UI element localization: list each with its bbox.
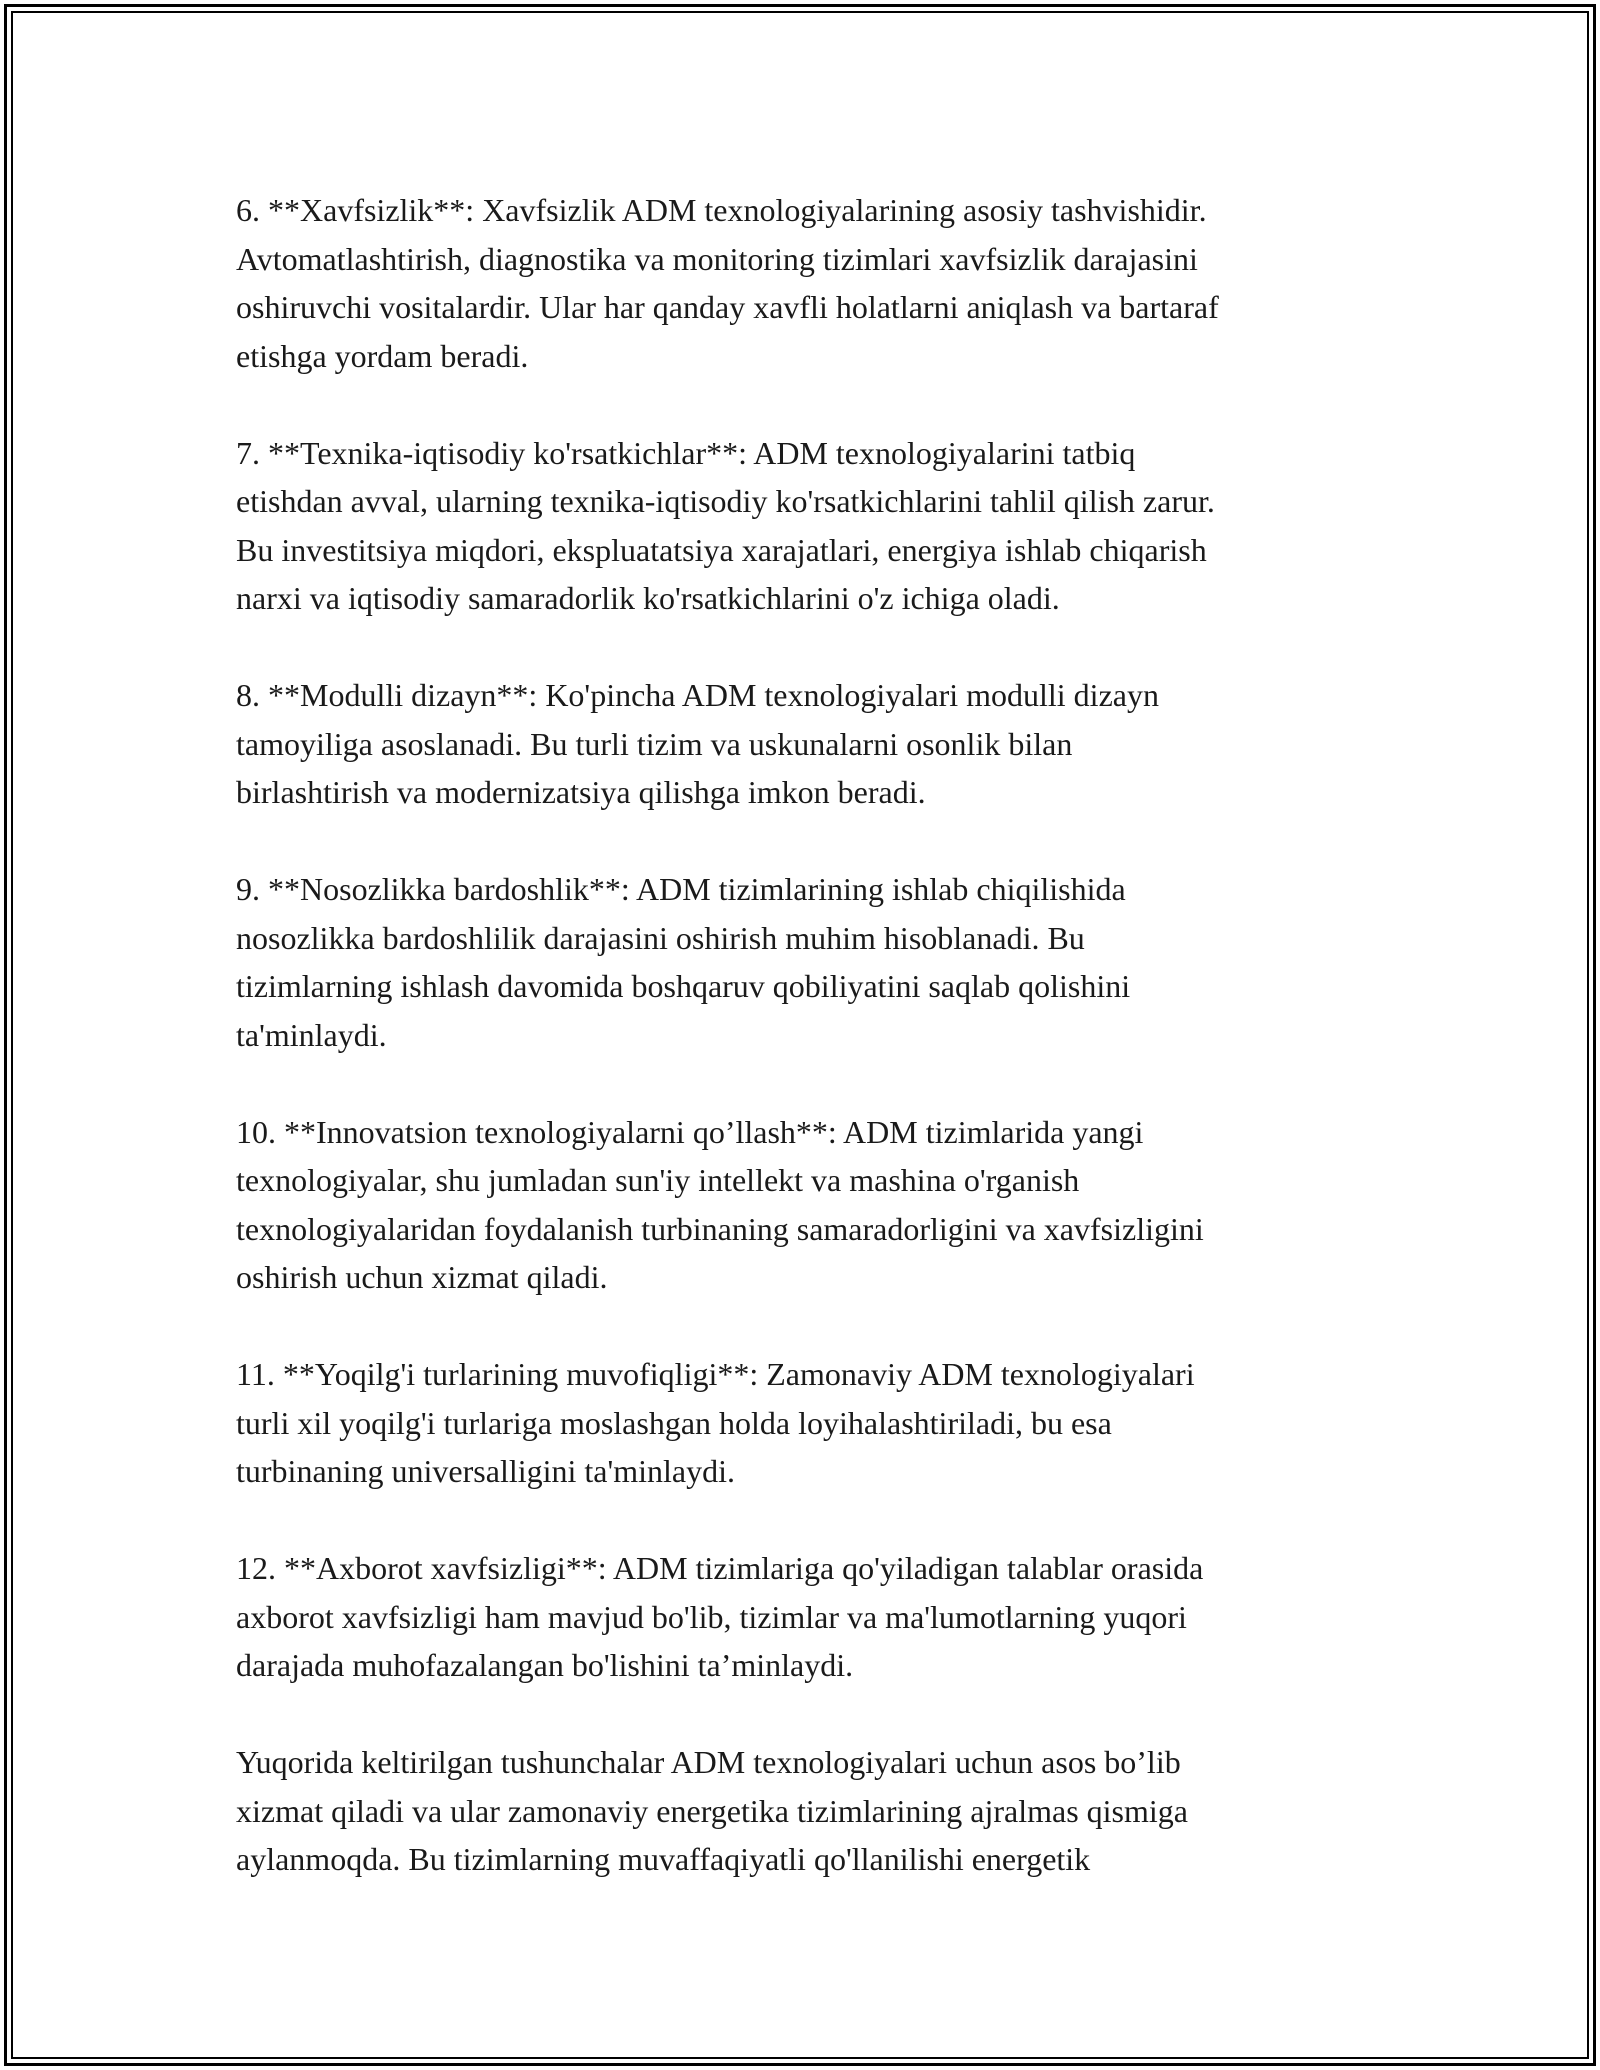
paragraph-item-9 xyxy=(236,865,1396,1059)
text-line: tamoyiliga asoslanadi. Bu turli tizim va uskunalarni osonlik bilan xyxy=(236,725,1073,762)
text-line: Yuqorida keltirilgan tushunchalar ADM texnologiyalari uchun asos bo’lib xyxy=(236,1744,1181,1780)
text-line: etishdan avval, ularning texnika-iqtisodiy ko'rsatkichlarini tahlil qilish zarur. xyxy=(236,483,1215,519)
paragraph-item-8 xyxy=(236,671,1396,817)
text-line: tizimlarning ishlash davomida boshqaruv qobiliyatini saqlab qolishini xyxy=(236,968,1131,1004)
text-line: texnologiyalar, shu jumladan sun'iy intellekt va mashina o'rganish xyxy=(236,1162,1080,1198)
text-line: 6. **Xavfsizlik**: Xavfsizlik ADM texnologiyalarining asosiy tashvishidir. xyxy=(236,192,1207,228)
paragraph-item-7 xyxy=(236,429,1396,623)
text-line: darajada muhofazalangan bo'lishini ta’minlaydi. xyxy=(236,1647,854,1683)
paragraph-item-6 xyxy=(236,186,1396,380)
text-line: nosozlikka bardoshlilik darajasini oshirish muhim hisoblanadi. Bu xyxy=(236,919,1085,956)
text-line: Avtomatlashtirish, diagnostika va monitoring tizimlari xavfsizlik darajasini xyxy=(236,240,1198,277)
text-line: turbinaning universalligini ta'minlaydi. xyxy=(236,1453,736,1489)
paragraph-item-11 xyxy=(236,1350,1396,1496)
paragraph-conclusion xyxy=(236,1738,1396,1884)
text-line: 10. **Innovatsion texnologiyalarni qo’llash**: ADM tizimlarida yangi xyxy=(236,1113,1144,1150)
text-line: 7. **Texnika-iqtisodiy ko'rsatkichlar**: ADM texnologiyalarini tatbiq xyxy=(236,434,1136,471)
text-line: Bu investitsiya miqdori, ekspluatatsiya xarajatlari, energiya ishlab chiqarish xyxy=(236,531,1207,568)
text-line: turli xil yoqilg'i turlariga moslashgan holda loyihalashtiriladi, bu esa xyxy=(236,1404,1112,1441)
text-line: xizmat qiladi va ular zamonaviy energetika tizimlarining ajralmas qismiga xyxy=(236,1792,1188,1829)
text-line: oshirish uchun xizmat qiladi. xyxy=(236,1259,608,1295)
text-line: etishga yordam beradi. xyxy=(236,337,529,374)
document-body xyxy=(236,186,1396,1932)
text-line: aylanmoqda. Bu tizimlarning muvaffaqiyatli qo'llanilishi energetik xyxy=(236,1841,1091,1877)
text-line: axborot xavfsizligi ham mavjud bo'lib, tizimlar va ma'lumotlarning yuqori xyxy=(236,1598,1187,1635)
text-line: 8. **Modulli dizayn**: Ko'pincha ADM texnologiyalari modulli dizayn xyxy=(236,677,1159,713)
paragraph-item-10 xyxy=(236,1108,1396,1302)
text-line: texnologiyalaridan foydalanish turbinaning samaradorligini va xavfsizligini xyxy=(236,1210,1204,1247)
text-line: narxi va iqtisodiy samaradorlik ko'rsatkichlarini o'z ichiga oladi. xyxy=(236,580,1060,616)
text-line: 9. **Nosozlikka bardoshlik**: ADM tizimlarining ishlab chiqilishida xyxy=(236,871,1126,907)
text-line: birlashtirish va modernizatsiya qilishga imkon beradi. xyxy=(236,774,926,810)
paragraph-item-12 xyxy=(236,1544,1396,1690)
text-line: 11. **Yoqilg'i turlarining muvofiqligi**: Zamonaviy ADM texnologiyalari xyxy=(236,1356,1195,1392)
text-line: 12. **Axborot xavfsizligi**: ADM tizimlariga qo'yiladigan talablar orasida xyxy=(236,1550,1204,1586)
text-line: oshiruvchi vositalardir. Ular har qanday xavfli holatlarni aniqlash va bartaraf xyxy=(236,289,1219,325)
text-line: ta'minlaydi. xyxy=(236,1016,387,1053)
